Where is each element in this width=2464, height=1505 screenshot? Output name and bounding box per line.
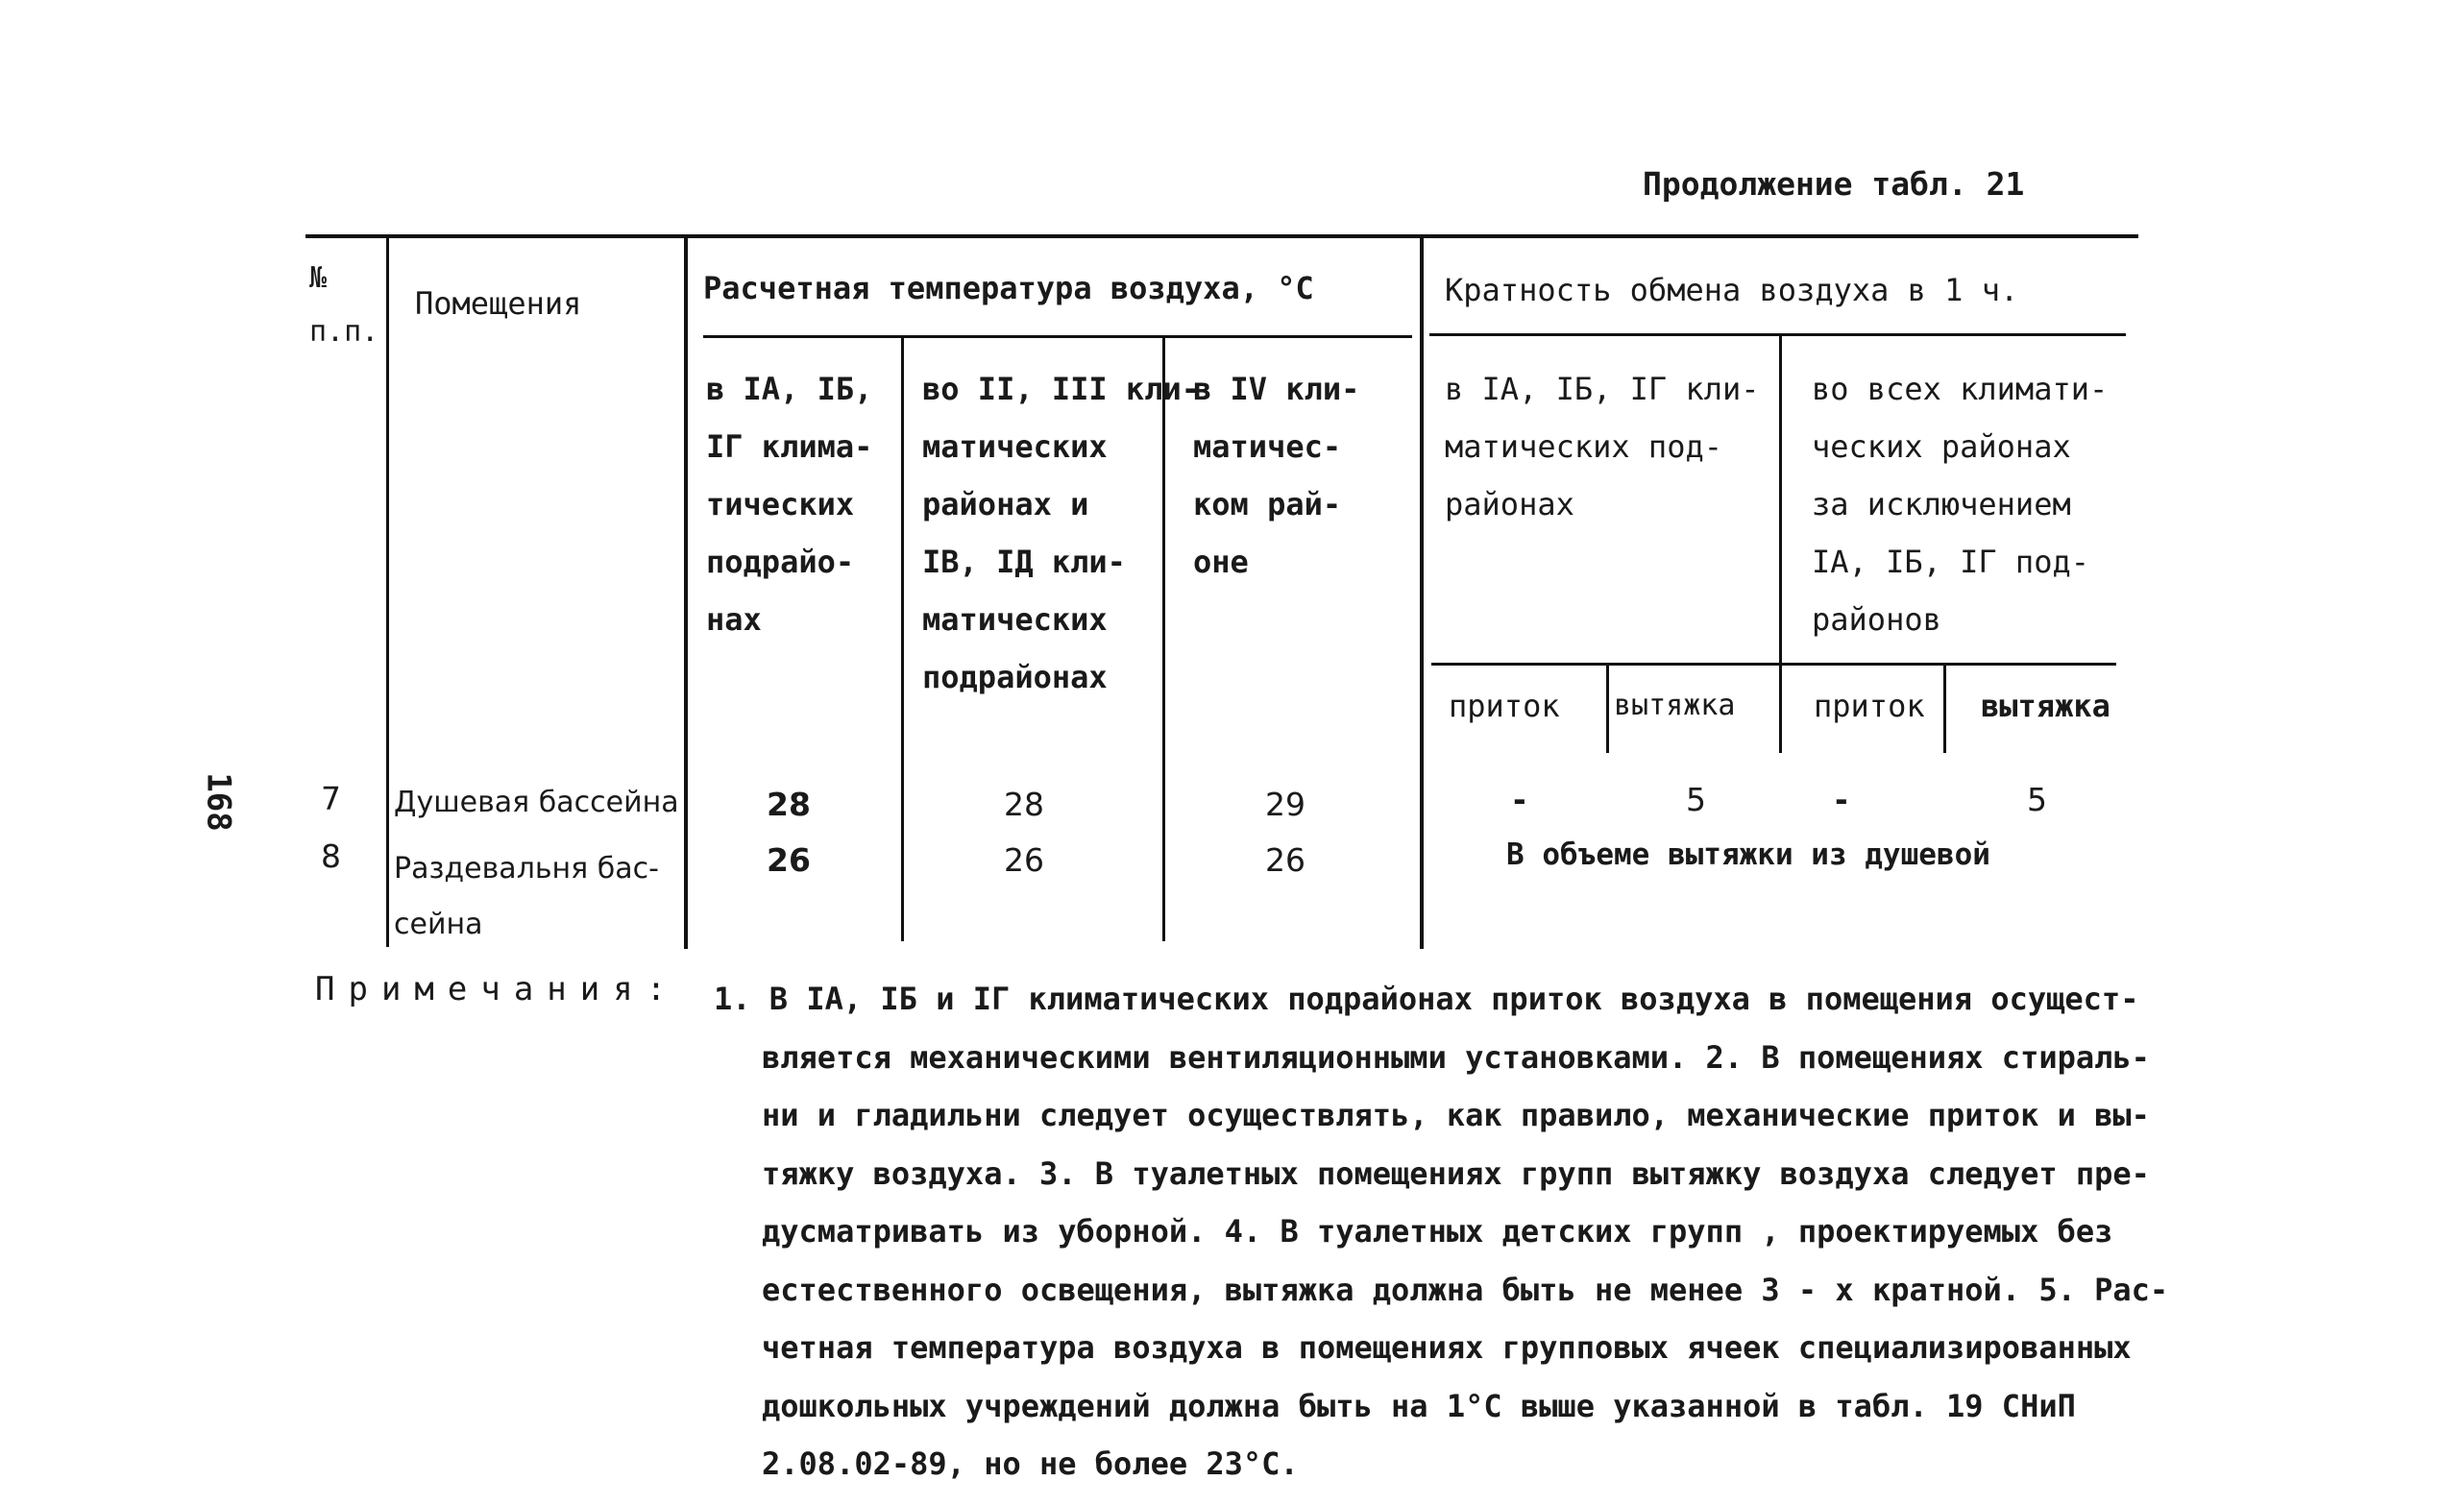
note-line: дошкольных учреждений должна быть на 1°С выше указанной в табл. 19 СНиП bbox=[762, 1387, 2076, 1424]
divider-room-temp bbox=[684, 236, 688, 949]
note-line: четная температура воздуха в помещениях групповых ячеек специализированных bbox=[762, 1329, 2132, 1366]
note-line: вляется механическими вентиляционными установками. 2. В помещениях стираль- bbox=[762, 1038, 2150, 1076]
divider-exchange-groups bbox=[1779, 334, 1782, 753]
table-top-rule bbox=[305, 234, 2138, 238]
row-8-t1: 26 bbox=[767, 841, 811, 879]
note-line: ни и гладильни следует осуществлять, как правило, механические приток и вы- bbox=[762, 1097, 2150, 1133]
divider-no-room bbox=[386, 236, 389, 947]
row-7-e2-exhaust: 5 bbox=[2027, 781, 2047, 818]
row-8-room: Раздевальня бас- сейна bbox=[394, 852, 659, 941]
page-number: 168 bbox=[199, 772, 238, 832]
temp-col-2-header: во II, III кли- матических районах и IВ, IД кли- матических подрайонах bbox=[922, 371, 1200, 695]
subheader-rule bbox=[1431, 663, 2116, 666]
page-title: Продолжение табл. 21 bbox=[1643, 165, 2025, 203]
row-7-t1: 28 bbox=[767, 786, 811, 823]
note-line: 1. В IА, IБ и IГ климатических подрайонах приток воздуха в помещения осущест- bbox=[714, 981, 2139, 1017]
exchange-col-1-header: в IА, IБ, IГ кли- матических под- районах bbox=[1445, 371, 1760, 522]
divider-sub1 bbox=[1606, 665, 1609, 753]
exchange-col-2-header: во всех климати- ческих районах за исключением IА, IБ, IГ под- районов bbox=[1812, 371, 2109, 638]
subheader-intake-1: приток bbox=[1449, 688, 1560, 724]
divider-temp-exchange bbox=[1420, 236, 1424, 949]
row-8-merged-exchange: В объеме вытяжки из душевой bbox=[1506, 837, 1990, 872]
temp-group-header: Расчетная температура воздуха, °С bbox=[703, 270, 1314, 306]
row-7-t3: 29 bbox=[1265, 786, 1305, 823]
notes-text bbox=[714, 970, 2169, 1493]
col-no-header: № п.п. bbox=[309, 261, 379, 349]
note-line: естественного освещения, вытяжка должна быть не менее 3 - х кратной. 5. Рас- bbox=[762, 1271, 2169, 1308]
row-8-t2: 26 bbox=[1004, 841, 1044, 879]
temp-col-1-header: в IА, IБ, IГ клима- тических подрайо- нах bbox=[706, 371, 873, 638]
note-line: 2.08.02-89, но не более 23°С. bbox=[762, 1445, 1299, 1482]
note-line: дусматривать из уборной. 4. В туалетных детских групп , проектируемых без bbox=[762, 1213, 2113, 1250]
row-7-e2-intake: - bbox=[1835, 781, 1848, 818]
row-7-t2: 28 bbox=[1004, 786, 1044, 823]
subheader-exhaust-2: вытяжка bbox=[1981, 688, 2110, 724]
row-7-e1-intake: - bbox=[1513, 781, 1526, 818]
row-8-t3: 26 bbox=[1265, 841, 1305, 879]
row-7-no: 7 bbox=[321, 780, 341, 817]
col-room-header: Помещения bbox=[415, 285, 582, 322]
subheader-exhaust-1: вытяжка bbox=[1614, 689, 1736, 722]
divider-temp1-temp2 bbox=[901, 336, 904, 941]
divider-sub3 bbox=[1943, 665, 1946, 753]
exchange-group-header: Кратность обмена воздуха в 1 ч. bbox=[1445, 272, 2019, 308]
row-7-e1-exhaust: 5 bbox=[1686, 781, 1706, 818]
row-8-no: 8 bbox=[321, 837, 341, 875]
temp-header-rule bbox=[703, 335, 1412, 338]
row-7-room: Душевая бассейна bbox=[394, 786, 679, 819]
exchange-header-rule bbox=[1429, 333, 2126, 336]
note-line: тяжку воздуха. 3. В туалетных помещениях групп вытяжку воздуха следует пре- bbox=[762, 1154, 2150, 1192]
temp-col-3-header: в IV кли- матичес- ком рай- оне bbox=[1193, 371, 1360, 580]
notes-label: Примечания: bbox=[315, 970, 680, 1008]
subheader-intake-2: приток bbox=[1814, 688, 1925, 724]
